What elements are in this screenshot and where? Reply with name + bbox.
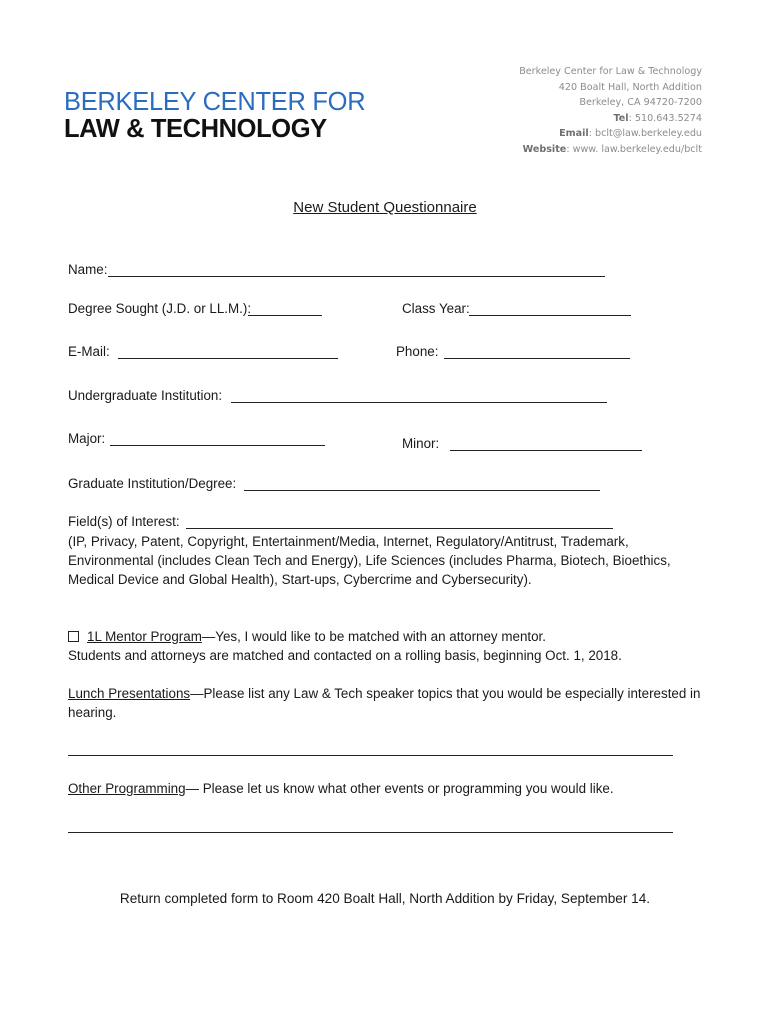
contact-address-2: Berkeley, CA 94720-7200 [579,97,702,109]
grad-field[interactable] [244,490,600,491]
lunch-presentations-link: Lunch Presentations [68,686,191,701]
contact-org: Berkeley Center for Law & Technology [519,66,702,77]
contact-email [402,126,702,142]
other-text: — Please let us know what other events or programming you would like. [185,781,614,796]
grad-label: Graduate Institution/Degree: [68,476,237,491]
major-field[interactable] [110,445,325,446]
fields-field[interactable] [186,528,613,529]
tel-value: : 510.643.5274 [628,112,702,124]
website-label: Website [522,143,567,155]
logo-line-1: BERKELEY CENTER FOR [64,88,366,116]
tel-label: Tel [613,112,629,124]
fields-examples-line-2: Environmental (includes Clean Tech and Energy), Life Sciences (includes Pharma, Biotech, Bioethics, [68,553,671,568]
degree-field[interactable] [248,315,322,316]
mentor-section [68,627,728,665]
fields-examples-line-3: Medical Device and Global Health), Start-ups, Cybercrime and Cybersecurity). [68,572,532,587]
phone-field[interactable] [444,358,630,359]
phone-label: Phone: [396,344,439,359]
undergrad-label: Undergraduate Institution: [68,388,223,403]
lunch-text-2: hearing. [68,705,117,720]
mentor-program-link: 1L Mentor Program [87,629,202,644]
name-label: Name: [68,262,108,277]
logo-line-2: LAW & TECHNOLOGY [64,115,327,143]
email-field[interactable] [118,358,338,359]
mentor-note: Students and attorneys are matched and contacted on a rolling basis, beginning Oct. 1, 2018. [68,648,622,663]
contact-website [402,142,702,158]
email-label: E-Mail: [68,344,110,359]
fields-examples-line-1: (IP, Privacy, Patent, Copyright, Entertainment/Media, Internet, Regulatory/Antitrust, Trademark, [68,534,629,549]
contact-address-1: 420 Boalt Hall, North Addition [558,81,702,93]
contact-block [402,64,702,158]
email-label: Email [559,128,589,140]
class-year-field[interactable] [469,315,631,316]
lunch-section [68,684,728,722]
name-field[interactable] [108,276,605,277]
other-answer-field[interactable] [68,832,673,833]
website-value: : www. law.berkeley.edu/bclt [566,143,702,155]
undergrad-field[interactable] [231,402,607,403]
other-section [68,779,728,798]
minor-label: Minor: [402,436,440,451]
fields-label: Field(s) of Interest: [68,514,180,529]
mentor-checkbox[interactable] [68,631,79,642]
degree-label: Degree Sought (J.D. or LL.M.): [68,301,252,316]
class-year-label: Class Year: [402,301,470,316]
contact-tel [402,111,702,127]
minor-field[interactable] [450,450,642,451]
lunch-answer-field[interactable] [68,755,673,756]
major-label: Major: [68,431,106,446]
lunch-text: —Please list any Law & Tech speaker topics that you would be especially interested in [190,686,701,701]
page-title: New Student Questionnaire [293,199,477,216]
email-value: : bclt@law.berkeley.edu [588,128,702,140]
mentor-text: —Yes, I would like to be matched with an attorney mentor. [201,629,547,644]
return-instructions: Return completed form to Room 420 Boalt Hall, North Addition by Friday, September 14. [119,891,651,906]
fields-examples [68,532,718,589]
other-programming-link: Other Programming [68,781,186,796]
